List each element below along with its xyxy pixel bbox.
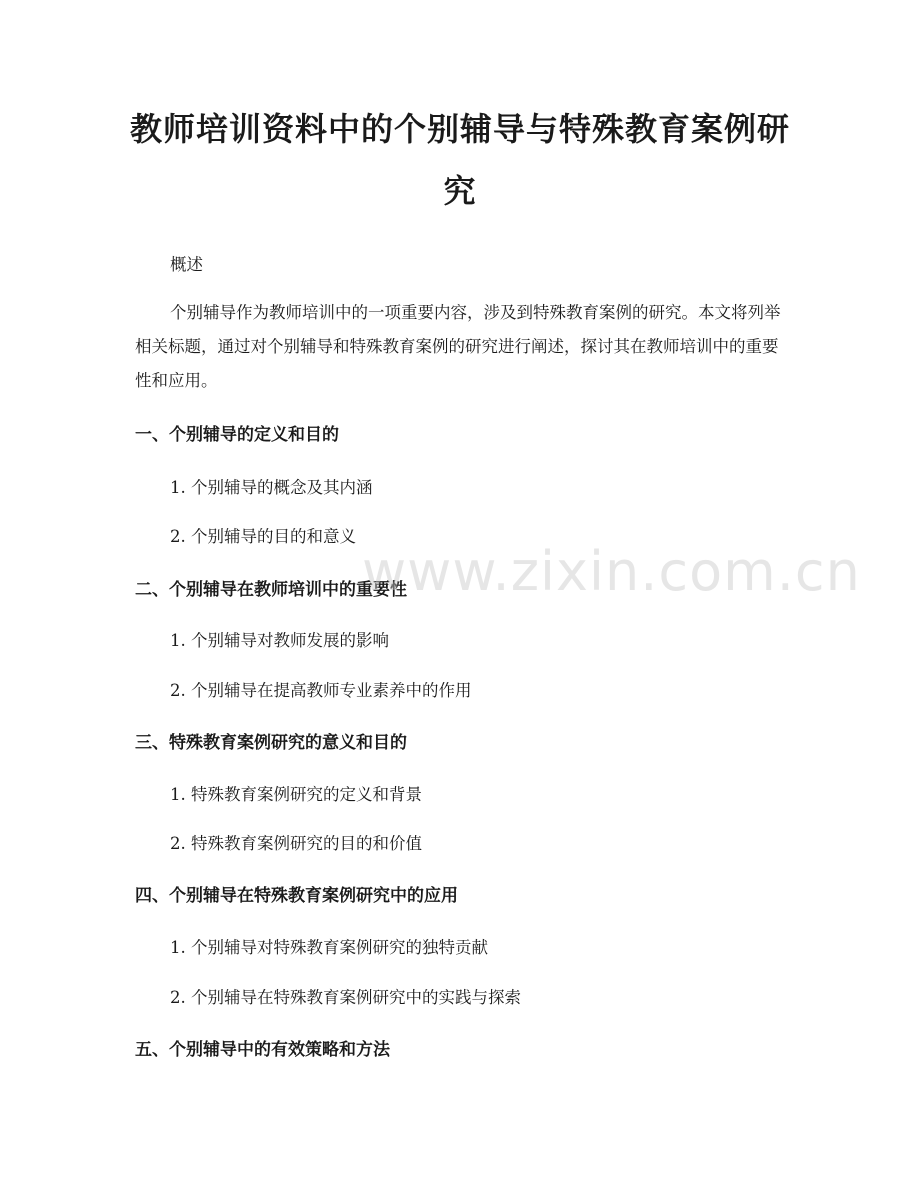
section-heading-4: 四、个别辅导在特殊教育案例研究中的应用	[135, 886, 458, 906]
intro-paragraph: 个别辅导作为教师培训中的一项重要内容，涉及到特殊教育案例的研究。本文将列举相关标题，通过对个别辅导和特殊教育案例的研究进行阐述，探讨其在教师培训中的重要性和应用。	[135, 303, 781, 390]
section-heading-5: 五、个别辅导中的有效策略和方法	[135, 1040, 390, 1060]
watermark: www.zixin.com.cn	[362, 540, 861, 603]
section-heading-3: 三、特殊教育案例研究的意义和目的	[135, 733, 407, 753]
section-3-item-2: 2. 特殊教育案例研究的目的和价值	[170, 834, 422, 853]
section-3-item-1: 1. 特殊教育案例研究的定义和背景	[170, 785, 422, 804]
document-title: 教师培训资料中的个别辅导与特殊教育案例研究	[129, 110, 790, 210]
section-2-item-2: 2. 个别辅导在提高教师专业素养中的作用	[170, 681, 472, 700]
section-2-item-1: 1. 个别辅导对教师发展的影响	[170, 631, 389, 650]
section-heading-1: 一、个别辅导的定义和目的	[135, 425, 339, 445]
section-heading-2: 二、个别辅导在教师培训中的重要性	[135, 580, 407, 600]
section-1-item-2: 2. 个别辅导的目的和意义	[170, 527, 356, 546]
section-4-item-1: 1. 个别辅导对特殊教育案例研究的独特贡献	[170, 938, 488, 957]
overview-label: 概述	[170, 255, 203, 274]
section-1-item-1: 1. 个别辅导的概念及其内涵	[170, 478, 373, 497]
section-4-item-2: 2. 个别辅导在特殊教育案例研究中的实践与探索	[170, 988, 521, 1007]
